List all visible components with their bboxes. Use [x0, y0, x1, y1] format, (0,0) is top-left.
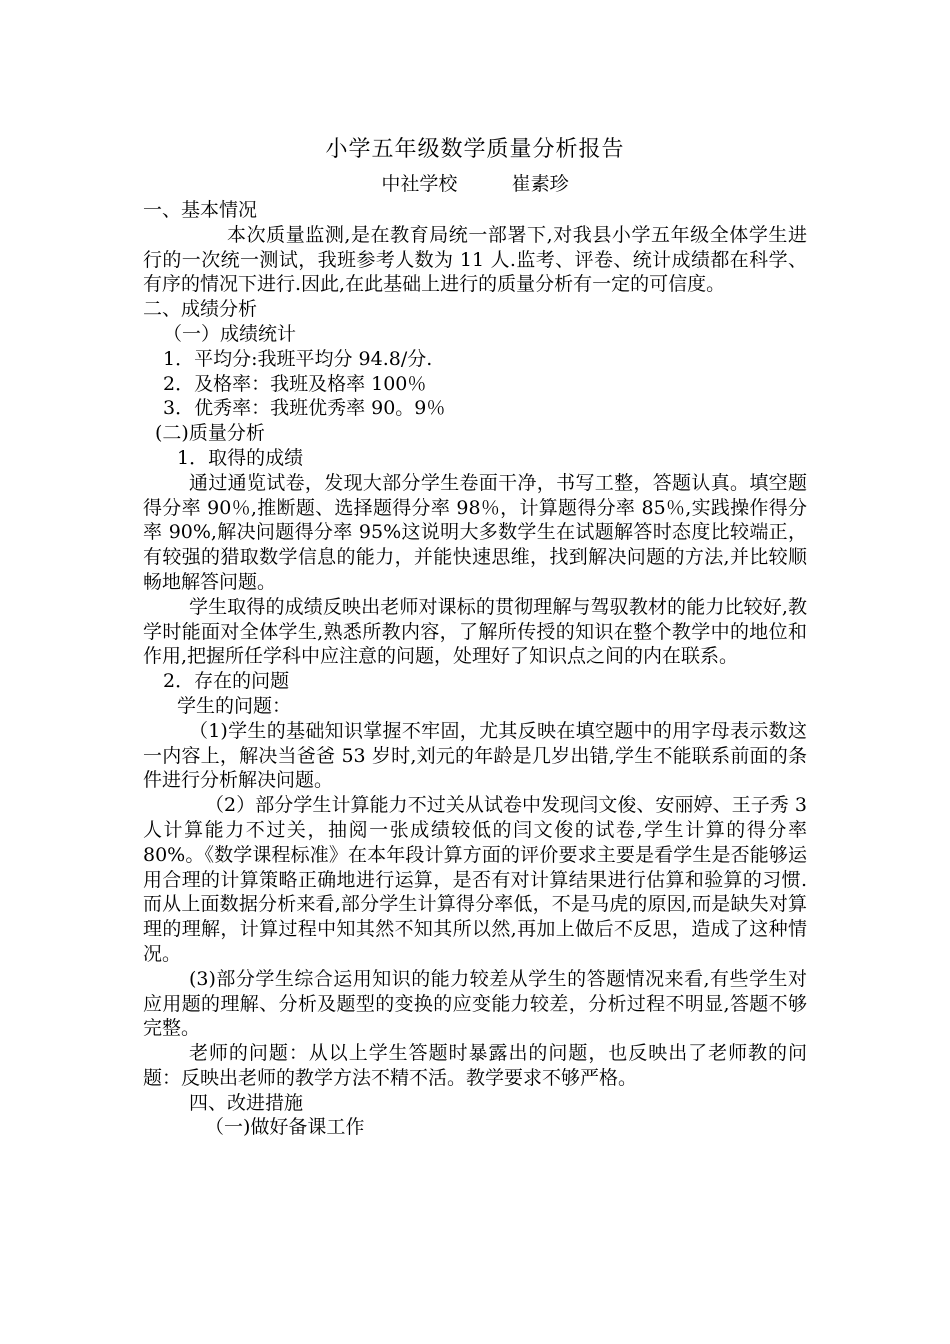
- paragraph-achievements-1: 通过通览试卷，发现大部分学生卷面干净，书写工整，答题认真。填空题得分率 90％,推断题、选择题得分率 98％，计算题得分率 85％,实践操作得分率 90%,解决问题得分率 95%这说明大多数学生在试题解答时态度比较端正，有较强的猎取数学信息的能力，并能快速思维，找到解决问题的方法,并比较顺畅地解答问题。: [143, 471, 807, 593]
- document-body: [143, 198, 807, 1140]
- paragraph-teacher-problems: 老师的问题：从以上学生答题时暴露出的问题，也反映出了老师教的问题：反映出老师的教学方法不精不活。教学要求不够严格。: [143, 1042, 807, 1089]
- paragraph-problem-2: （2）部分学生计算能力不过关从试卷中发现闫文俊、安丽婷、王子秀 3 人计算能力不过关，抽阅一张成绩较低的闫文俊的试卷,学生计算的得分率 80%。《数学课程标准》在本年段计算方面的评价要求主要是看学生是否能够运用合理的计算策略正确地进行运算，是否有对计算结果进行估算和验算的习惯.而从上面数据分析来看,部分学生计算得分率低，不是马虎的原因,而是缺失对算理的理解，计算过程中知其然不知其所以然,再加上做后不反思，造成了这种情况。: [143, 794, 807, 965]
- subsection-heading-score-stats: （一）成绩统计: [163, 322, 297, 345]
- subsection-heading-quality-analysis: (二)质量分析: [155, 422, 265, 445]
- stat-excellence-rate: 3．优秀率：我班优秀率 90。9％: [163, 397, 446, 420]
- stat-pass-rate: 2．及格率：我班及格率 100％: [163, 372, 427, 395]
- page-title: 小学五年级数学质量分析报告: [325, 137, 625, 162]
- paragraph-achievements-2: 学生取得的成绩反映出老师对课标的贯彻理解与驾驭教材的能力比较好,教学时能面对全体学生,熟悉所教内容，了解所传授的知识在整个教学中的地位和作用,把握所任学科中应注意的问题，处理好了知识点之间的内在联系。: [143, 595, 807, 668]
- stat-average: 1．平均分:我班平均分 94.8/分.: [163, 347, 433, 370]
- heading-student-problems: 学生的问题：: [177, 694, 292, 717]
- heading-achievements: 1．取得的成绩: [177, 446, 304, 469]
- heading-existing-problems: 2．存在的问题: [163, 670, 290, 693]
- subsection-heading-lesson-prep: （一)做好备课工作: [205, 1116, 365, 1139]
- section-heading-basic: 一、基本情况: [143, 199, 258, 221]
- paragraph-problem-3: (3)部分学生综合运用知识的能力较差从学生的答题情况来看,有些学生对应用题的理解、分析及题型的变换的应变能力较差，分析过程不明显,答题不够完整。: [143, 967, 807, 1040]
- section-heading-improvement: 四、改进措施: [189, 1091, 304, 1114]
- author-line: 中社学校 崔素珍: [381, 173, 569, 195]
- paragraph-basic-situation: 本次质量监测,是在教育局统一部署下,对我县小学五年级全体学生进行的一次统一测试，我班参考人数为 11 人.监考、评卷、统计成绩都在科学、有序的情况下进行.因此,在此基础上进行的质量分析有一定的可信度。: [143, 223, 807, 296]
- section-heading-score-analysis: 二、成绩分析: [143, 298, 258, 321]
- paragraph-problem-1: （1)学生的基础知识掌握不牢固，尤其反映在填空题中的用字母表示数这一内容上，解决当爸爸 53 岁时,刘元的年龄是几岁出错,学生不能联系前面的条件进行分析解决问题。: [143, 719, 807, 792]
